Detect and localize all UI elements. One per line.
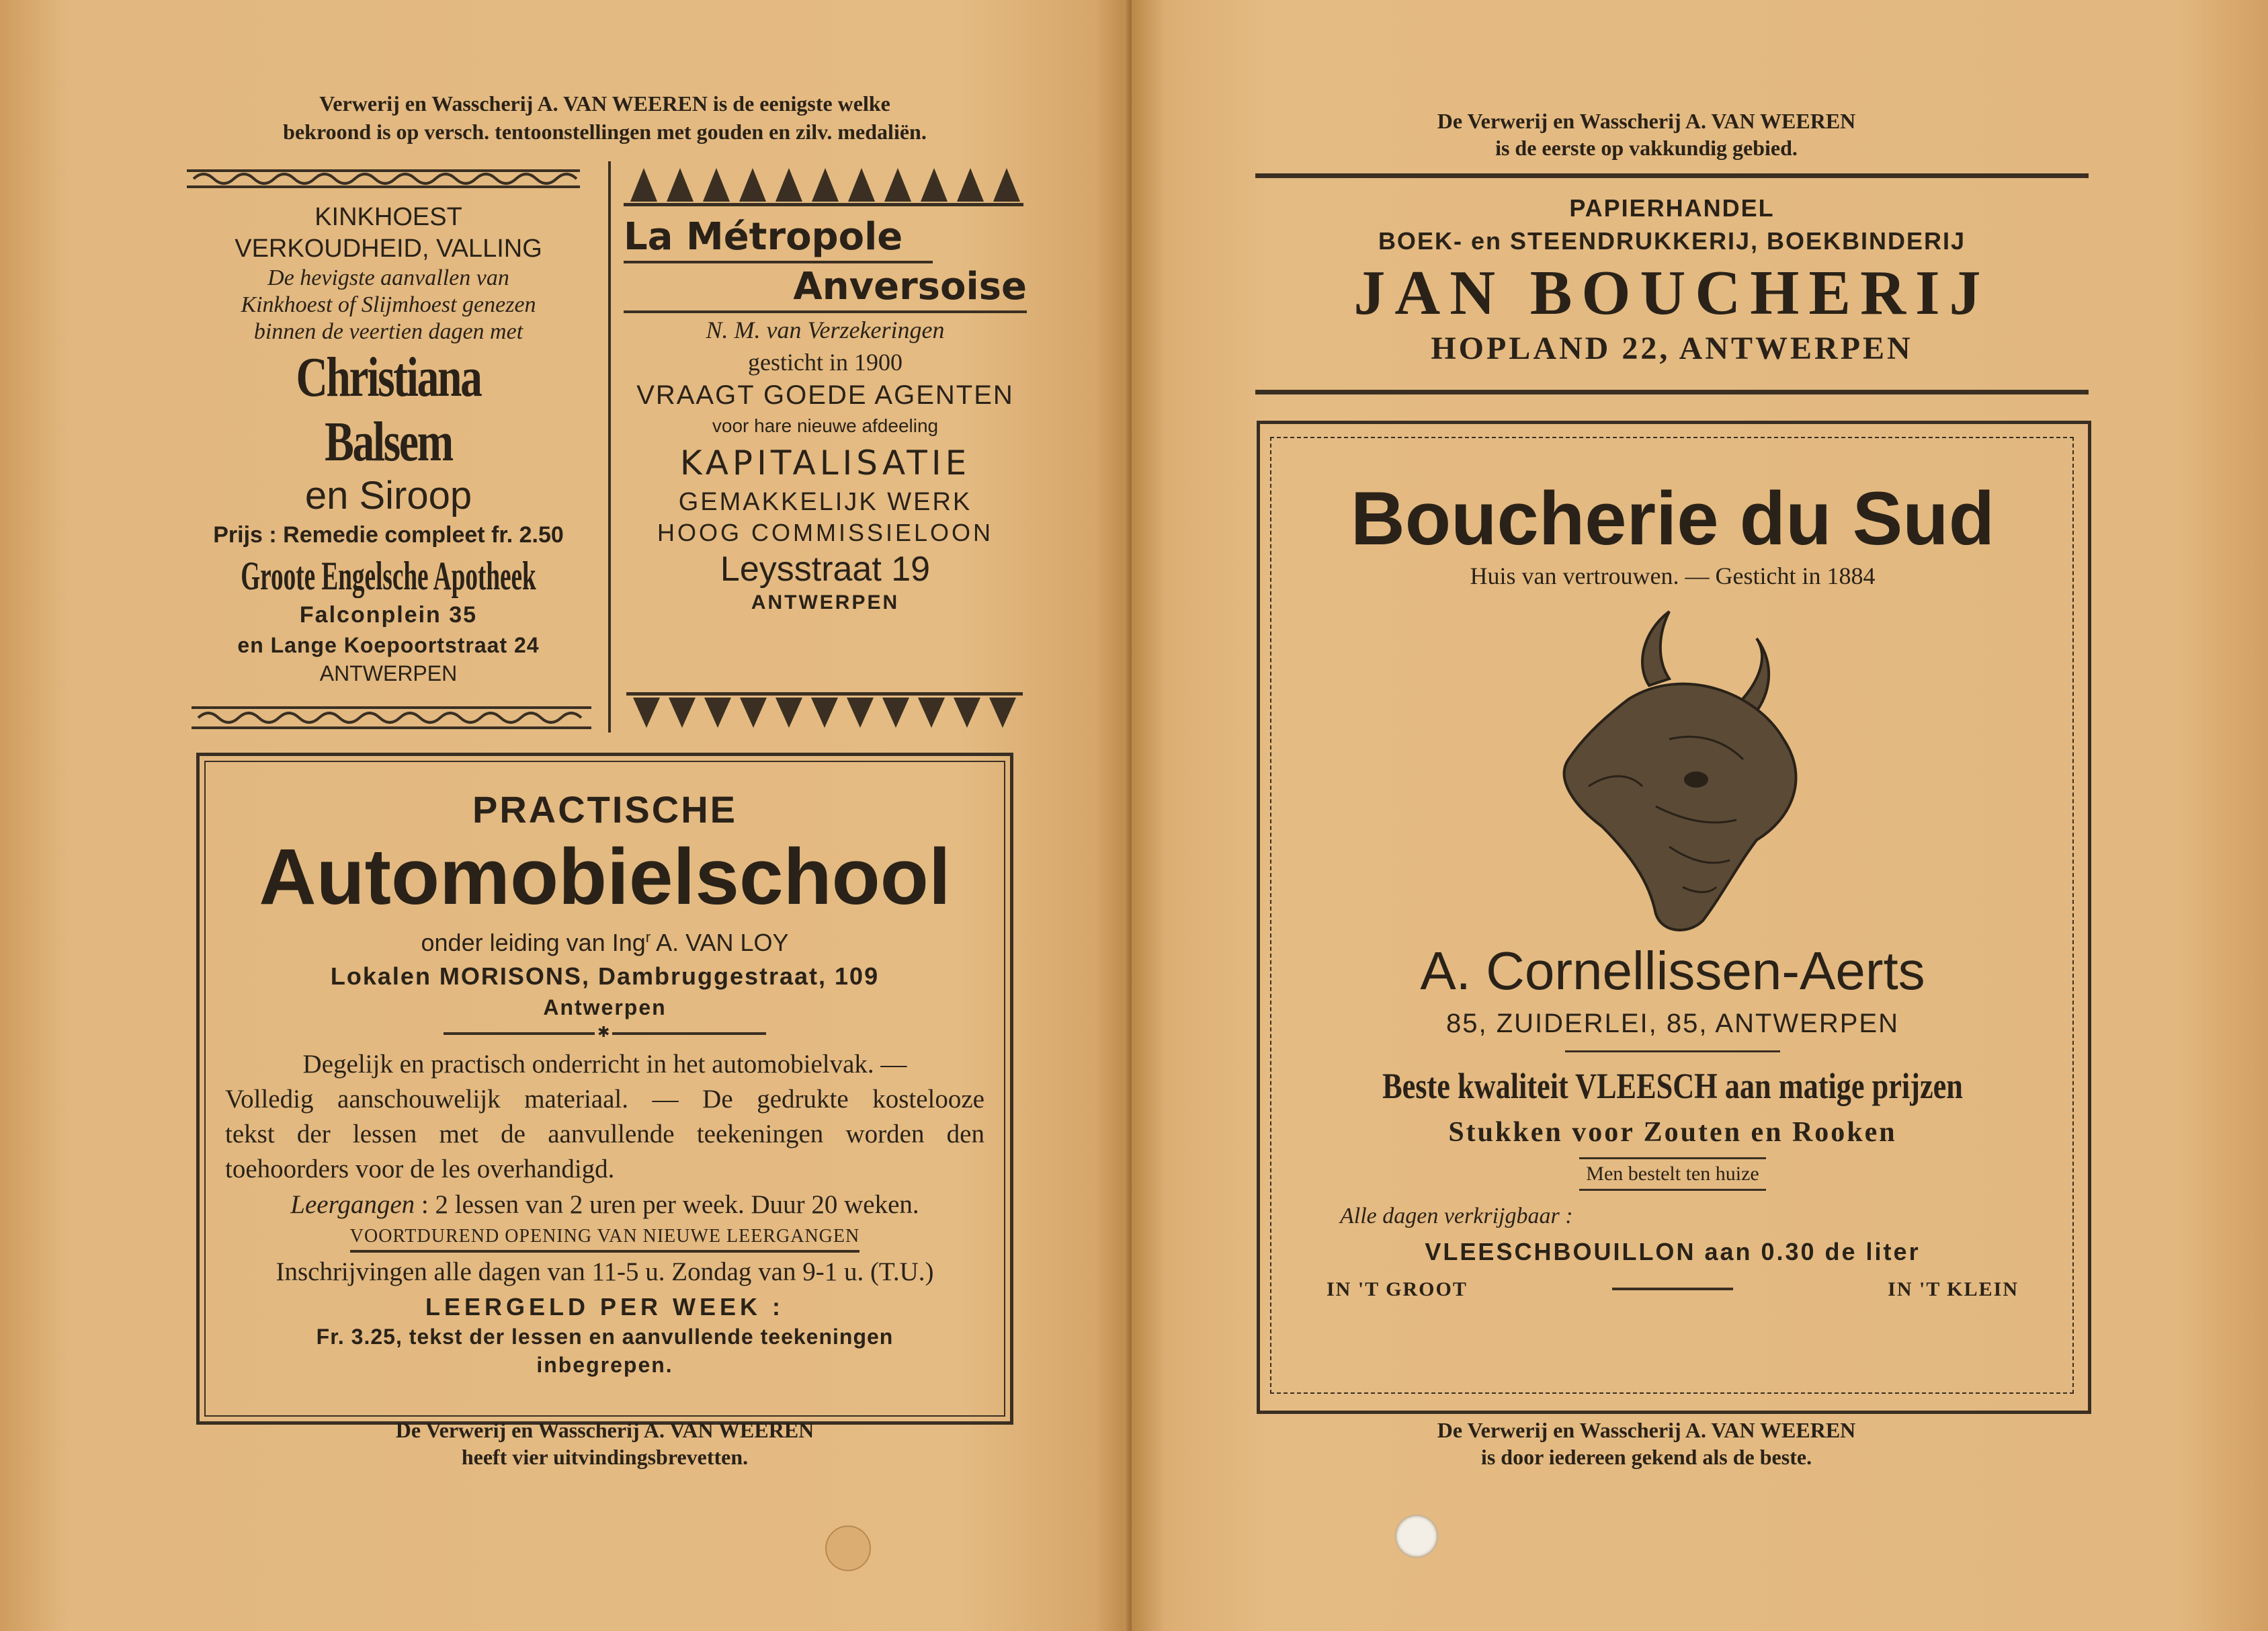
autoschool-registration: Inschrijvingen alle dagen van 11-5 u. Zondag van 9-1 u. (T.U.) [276,1257,934,1286]
boucherie-address: 85, ZUIDERLEI, 85, ANTWERPEN [1446,1009,1899,1038]
right-header-line1: De Verwerij en Wasscherij A. VAN WEEREN [1437,109,1856,133]
left-header [168,89,1042,146]
autoschool-fee2: inbegrepen. [536,1353,673,1377]
autoschool-courses [202,1187,1008,1223]
balsem-address2: en Lange Koepoortstraat 24 [237,633,540,657]
boucherie-bottom-row [1273,1273,2072,1306]
punched-hole-icon [1395,1515,1438,1558]
boucherie-bouillon: VLEESCHBOUILLON aan 0.30 de liter [1425,1238,1921,1265]
metropole-title1: La Métropole [624,214,933,263]
balsem-italic1: De hevigste aanvallen van [267,265,509,290]
right-footer-line2: is door iedereen gekend als de beste. [1480,1445,1812,1469]
autoschool-divider: ✱ [444,1032,766,1035]
left-footer [202,1417,1008,1470]
boucherij-line2: BOEK- en STEENDRUKKERIJ, BOEKBINDERIJ [1378,227,1966,255]
metropole-dept: voor hare nieuwe afdeeling [712,415,939,436]
balsem-italic2: Kinkhoest of Slijmhoest genezen [241,292,536,317]
metropole-city: ANTWERPEN [751,591,900,614]
balsem-italic3: binnen de veertien dagen met [253,319,523,344]
left-page [0,0,1129,1631]
balsem-line2: VERKOUDHEID, VALLING [235,235,542,263]
autoschool-fee1: Fr. 3.25, tekst der lessen en aanvullende teekeningen [316,1325,894,1349]
ornament-border-icon [187,165,580,192]
metropole-wanted: VRAAGT GOEDE AGENTEN [636,380,1014,410]
autoschool-location: Lokalen MORISONS, Dambruggestraat, 109 [330,962,880,990]
left-footer-line2: heeft vier uitvindingsbrevetten. [461,1445,749,1469]
autoschool-body1: Degelijk en practisch onderricht in het automobielvak. — [302,1050,907,1079]
boucherie-divider [1565,1050,1780,1052]
metropole-title2: Anversoise [624,263,1027,313]
right-footer [1310,1417,1982,1470]
balsem-ad [187,202,590,687]
boucherie-pieces: Stukken voor Zouten en Rooken [1448,1117,1897,1148]
autoschool-fee-title: LEERGELD PER WEEK : [425,1293,785,1321]
vertical-divider [608,161,611,733]
metropole-commission: HOOG COMMISSIELOON [657,519,994,546]
balsem-product2: en Siroop [304,474,472,517]
boucherie-title: Boucherie du Sud [1350,476,1995,560]
right-header-line2: is de eerste op vakkundig gebied. [1495,136,1798,160]
balsem-line1: KINKHOEST [314,203,462,231]
boucherie-daily: Alle dagen verkrijgbaar : [1340,1204,1573,1228]
bull-head-icon [1535,605,1817,941]
autoschool-lead-sup: r [645,929,651,946]
metropole-street: Leysstraat 19 [720,550,931,589]
autoschool-lead [202,921,1008,960]
autoschool-lead-post: A. VAN LOY [650,929,789,956]
autoschool-continuous: VOORTDUREND OPENING VAN NIEUWE LEERGANGEN [350,1223,859,1253]
metropole-kapitalisatie: KAPITALISATIE [679,444,971,483]
boucherij-ad [1255,192,2089,370]
boucherij-name: JAN BOUCHERIJ [1353,258,1990,328]
left-footer-line1: De Verwerij en Wasscherij A. VAN WEEREN [395,1418,814,1442]
boucherie-delivery: Men bestelt ten huize [1579,1157,1765,1191]
autoschool-courses-label: Leergangen [290,1190,415,1219]
balsem-product: Christiana Balsem [296,346,481,473]
right-header [1310,108,1982,161]
autoschool-title: Automobielschool [259,833,951,921]
header-rule [1255,173,2089,178]
boucherie-subtitle: Huis van vertrouwen. — Gesticht in 1884 [1470,562,1876,589]
boucherie-owner: A. Cornellissen-Aerts [1420,941,1925,1001]
metropole-founded: gesticht in 1900 [748,349,902,376]
boucherie-details [1273,937,2072,1306]
autoschool-lead-pre: onder leiding van Ing [421,929,646,956]
right-page [1132,0,2268,1631]
metropole-ad [624,214,1027,616]
autoschool-body3: tekst der lessen met de aanvullende teekeningen worden den [225,1120,984,1148]
autoschool-body4: toehoorders voor de les overhandigd. [225,1155,615,1183]
metropole-company: N. M. van Verzekeringen [706,317,945,343]
balsem-city: ANTWERPEN [319,661,458,685]
autoschool-city: Antwerpen [543,995,667,1019]
ornament-border-icon [624,161,1023,208]
boucherij-line1: PAPIERHANDEL [1569,194,1775,222]
boucherie-ad [1273,477,2072,591]
ornament-border-icon [192,702,591,733]
ornament-border-icon [626,691,1023,731]
left-header-line2: bekroond is op versch. tentoonstellingen met gouden en zilv. medaliën. [283,120,927,144]
boucherie-slogan: Beste kwaliteit VLEESCH aan matige prijzen [1382,1066,1963,1106]
right-footer-line1: De Verwerij en Wasscherij A. VAN WEEREN [1437,1418,1856,1442]
metropole-work: GEMAKKELIJK WERK [678,488,972,516]
boucherij-rule [1255,390,2089,394]
boucherie-retail: IN 'T KLEIN [1888,1278,2019,1300]
left-header-line1: Verwerij en Wasscherij A. VAN WEEREN is de eenigste welke [319,91,890,116]
autoschool-body2: Volledig aanschouwelijk materiaal. — De gedrukte kostelooze [225,1085,984,1114]
balsem-shop: Groote Engelsche Apotheek [241,554,536,598]
ornament-border-icon [1612,1288,1733,1290]
balsem-price: Prijs : Remedie compleet fr. 2.50 [213,522,564,548]
boucherij-address: HOPLAND 22, ANTWERPEN [1431,331,1913,366]
boucherie-wholesale: IN 'T GROOT [1327,1278,1468,1300]
autoschool-ad [202,786,1008,1379]
autoschool-courses-text: : 2 lessen van 2 uren per week. Duur 20 weken. [415,1190,919,1219]
balsem-address1: Falconplein 35 [299,602,478,628]
punched-hole-icon [825,1525,871,1571]
autoschool-pre: PRACTISCHE [472,788,738,831]
